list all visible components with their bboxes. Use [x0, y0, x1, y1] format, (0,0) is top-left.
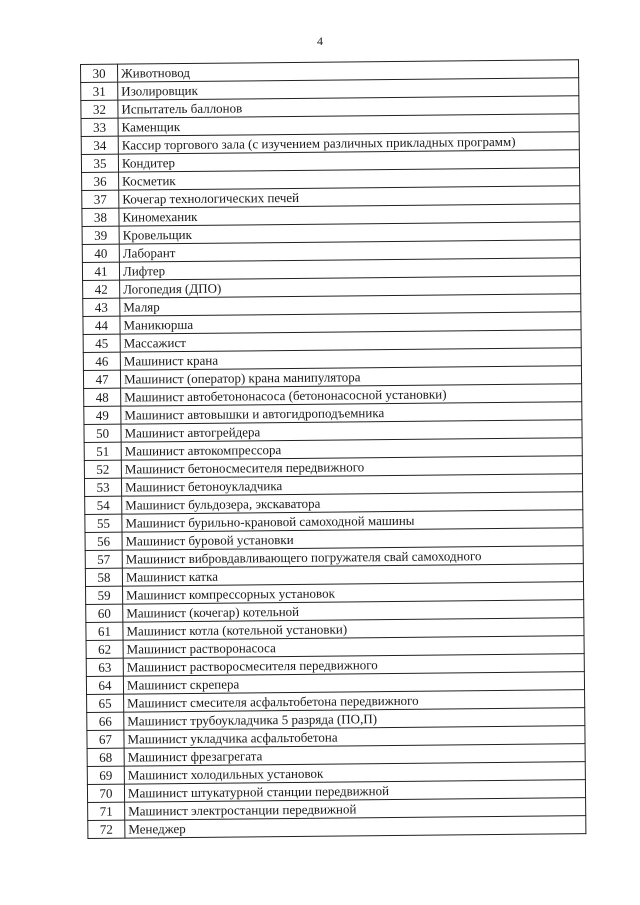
row-number: 65 [87, 694, 124, 712]
profession-name: Машинист вибровдавливающего погружателя свай самоходного [122, 546, 583, 568]
row-number: 61 [86, 622, 123, 640]
profession-name: Киномеханик [119, 204, 580, 226]
profession-name: Машинист растворонасоса [123, 636, 584, 658]
row-number: 59 [86, 586, 123, 604]
row-number: 67 [87, 730, 124, 748]
row-number: 30 [81, 64, 118, 82]
table-body [81, 60, 586, 839]
profession-name: Машинист растворосмесителя передвижного [123, 654, 584, 676]
row-number: 69 [87, 766, 124, 784]
profession-name: Машинист буровой установки [122, 528, 583, 550]
row-number: 62 [86, 640, 123, 658]
profession-name: Машинист бетоносмесителя передвижного [121, 456, 582, 478]
row-number: 43 [83, 298, 120, 316]
profession-name: Изолировщик [118, 78, 579, 100]
row-number: 35 [81, 154, 118, 172]
row-number: 56 [85, 532, 122, 550]
profession-name: Лаборант [119, 240, 580, 262]
profession-name: Машинист (оператор) крана манипулятора [120, 366, 581, 388]
profession-name: Косметик [119, 168, 580, 190]
profession-name: Машинист (кочегар) котельной [123, 600, 584, 622]
row-number: 53 [84, 478, 121, 496]
profession-name: Кровельщик [119, 222, 580, 244]
profession-name: Машинист автобетононасоса (бетононасосной установки) [121, 384, 582, 406]
profession-name: Машинист компрессорных установок [123, 582, 584, 604]
row-number: 40 [82, 244, 119, 262]
row-number: 31 [81, 82, 118, 100]
row-number: 60 [86, 604, 123, 622]
row-number: 33 [81, 118, 118, 136]
profession-name: Машинист бульдозера, экскаватора [122, 492, 583, 514]
profession-name: Кочегар технологических печей [119, 186, 580, 208]
row-number: 66 [87, 712, 124, 730]
profession-name: Машинист крана [120, 348, 581, 370]
row-number: 46 [83, 352, 120, 370]
row-number: 68 [87, 748, 124, 766]
profession-name: Машинист смесителя асфальтобетона передвижного [124, 690, 585, 712]
row-number: 39 [82, 226, 119, 244]
row-number: 42 [83, 280, 120, 298]
row-number: 47 [83, 370, 120, 388]
row-number: 36 [82, 172, 119, 190]
profession-name: Машинист автокомпрессора [121, 438, 582, 460]
row-number: 51 [84, 442, 121, 460]
profession-name: Кассир торгового зала (с изучением различных прикладных программ) [118, 132, 579, 154]
profession-name: Массажист [120, 330, 581, 352]
profession-name: Машинист фрезагрегата [124, 744, 585, 766]
profession-name: Машинист бурильно-крановой самоходной машины [122, 510, 583, 532]
row-number: 71 [88, 802, 125, 820]
row-number: 55 [85, 514, 122, 532]
profession-name: Маляр [120, 294, 581, 316]
profession-name: Машинист катка [122, 564, 583, 586]
row-number: 63 [86, 658, 123, 676]
profession-name: Машинист штукатурной станции передвижной [124, 780, 585, 802]
profession-name: Машинист автовышки и автогидроподъемника [121, 402, 582, 424]
row-number: 49 [84, 406, 121, 424]
row-number: 57 [85, 550, 122, 568]
profession-name: Машинист укладчика асфальтобетона [124, 726, 585, 748]
row-number: 72 [88, 820, 125, 838]
page-number: 4 [317, 34, 323, 48]
profession-name: Менеджер [125, 816, 586, 838]
profession-name: Машинист электростанции передвижной [125, 798, 586, 820]
profession-name: Машинист холодильных установок [124, 762, 585, 784]
row-number: 38 [82, 208, 119, 226]
profession-name: Каменщик [118, 114, 579, 136]
row-number: 70 [87, 784, 124, 802]
row-number: 32 [81, 100, 118, 118]
row-number: 50 [84, 424, 121, 442]
row-number: 44 [83, 316, 120, 334]
row-number: 58 [85, 568, 122, 586]
profession-name: Кондитер [118, 150, 579, 172]
profession-name: Испытатель баллонов [118, 96, 579, 118]
profession-name: Машинист скрепера [123, 672, 584, 694]
profession-name: Животновод [118, 60, 579, 82]
profession-name: Машинист котла (котельной установки) [123, 618, 584, 640]
professions-table [80, 59, 586, 839]
row-number: 64 [86, 676, 123, 694]
row-number: 41 [82, 262, 119, 280]
profession-name: Машинист бетоноукладчика [121, 474, 582, 496]
row-number: 37 [82, 190, 119, 208]
profession-name: Логопедия (ДПО) [120, 276, 581, 298]
row-number: 45 [83, 334, 120, 352]
profession-name: Машинист трубоукладчика 5 разряда (ПО,П) [124, 708, 585, 730]
row-number: 48 [84, 388, 121, 406]
row-number: 54 [85, 496, 122, 514]
profession-name: Маникюрша [120, 312, 581, 334]
profession-name: Машинист автогрейдера [121, 420, 582, 442]
profession-name: Лифтер [119, 258, 580, 280]
row-number: 52 [84, 460, 121, 478]
row-number: 34 [81, 136, 118, 154]
